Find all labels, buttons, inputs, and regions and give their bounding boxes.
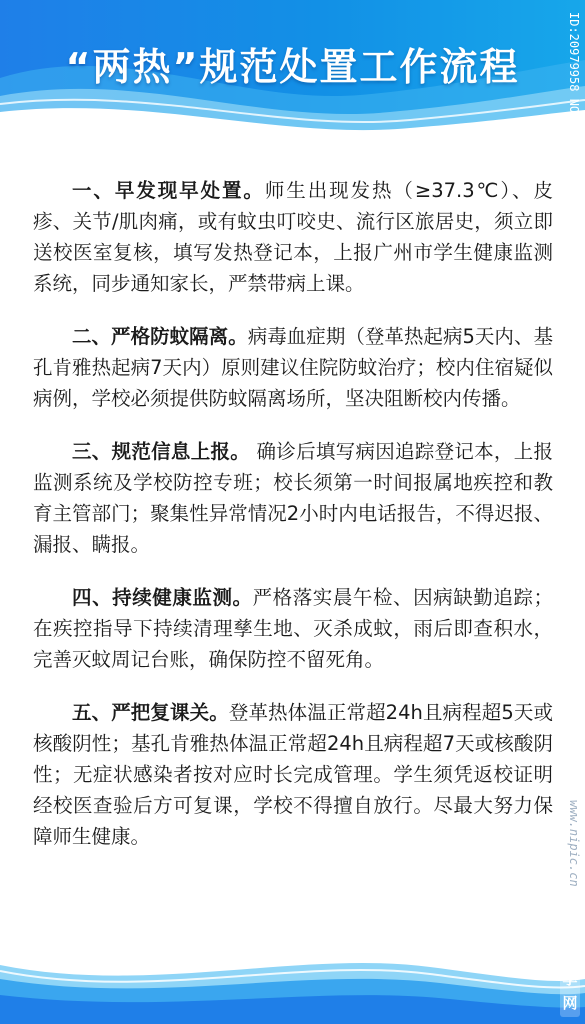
section-1: [33, 175, 553, 299]
section-4: [33, 582, 553, 675]
section-3: [33, 436, 553, 560]
section-1-text: 师生出现发热（≥37.3℃）、皮疹、关节/肌肉痛，或有蚊虫叮咬史、流行区旅居史，须立即送校医室复核，填写发热登记本，上报广州市学生健康监测系统，同步通知家长，严禁带病上课。: [33, 179, 553, 295]
section-5-text: 登革热体温正常超24h且病程超5天或核酸阴性；基孔肯雅热体温正常超24h且病程超7天或核酸阴性；无症状感染者按对应时长完成管理。学生须凭返校证明经校医查验后方可复课，学校不得擅自放行。尽最大努力保障师生健康。: [33, 701, 553, 848]
section-4-text: 严格落实晨午检、因病缺勤追踪；在疾控指导下持续清理孳生地、灭杀成蚊，雨后即查积水，完善灭蚊周记台账，确保防控不留死角。: [33, 586, 553, 671]
header-banner: [0, 0, 585, 150]
image-id-watermark: ID:20979958 NO:20260921617127560107: [567, 12, 581, 265]
footer-wave-decoration: [0, 945, 585, 1024]
section-2-heading: 二、严格防蚊隔离。: [72, 325, 248, 348]
site-logo-icon: [559, 938, 581, 1018]
svg-text:享: 享: [562, 970, 578, 988]
section-3-text: 确诊后填写病因追踪登记本，上报监测系统及学校防控专班；校长须第一时间报属地疾控和教育主管部门；聚集性异常情况2小时内电话报告，不得迟报、漏报、瞒报。: [33, 440, 553, 556]
section-3-heading: 三、规范信息上报。: [72, 440, 251, 463]
site-watermark: www.nipic.cn: [567, 800, 581, 887]
section-5-heading: 五、严把复课关。: [72, 701, 229, 724]
section-1-heading: 一、早发现早处置。: [72, 179, 265, 202]
procedure-list: [33, 175, 553, 874]
section-4-heading: 四、持续健康监测。: [72, 586, 253, 609]
footer-wave: [0, 945, 585, 1024]
svg-text:昵: 昵: [562, 946, 578, 964]
page-title: “两热”规范处置工作流程: [65, 45, 520, 89]
section-5: [33, 697, 553, 852]
section-2-text: 病毒血症期（登革热起病5天内、基孔肯雅热起病7天内）原则建议住院防蚊治疗；校内住宿疑似病例，学校必须提供防蚊隔离场所，坚决阻断校内传播。: [33, 325, 553, 410]
svg-text:网: 网: [562, 994, 578, 1012]
section-2: [33, 321, 553, 414]
